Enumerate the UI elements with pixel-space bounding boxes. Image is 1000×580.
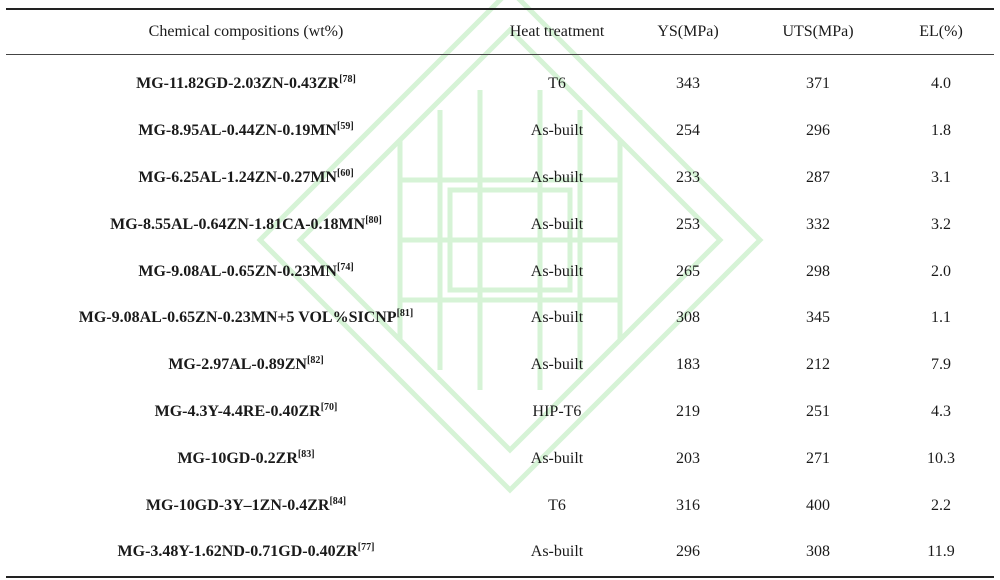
composition-cell: MG-2.97AL-0.89ZN[82] <box>168 355 324 374</box>
heat-treatment-cell: As-built <box>530 122 584 140</box>
heat-treatment-cell: T6 <box>548 75 566 93</box>
el-cell: 1.8 <box>931 122 951 140</box>
header-uts: UTS(MPa) <box>748 9 888 55</box>
heat-treatment-cell: As-built <box>530 168 584 186</box>
heat-treatment-cell: As-built <box>530 449 584 467</box>
composition-cell: MG-4.3Y-4.4RE-0.40ZR[70] <box>154 401 338 420</box>
el-cell: 7.9 <box>931 356 951 374</box>
header-row <box>6 9 994 55</box>
composition-cell: MG-9.08AL-0.65ZN-0.23MN+5 VOL%SICNP[81] <box>78 308 414 327</box>
reference-marker: [78] <box>339 74 356 86</box>
alloy-properties-table <box>6 8 994 578</box>
table-row <box>6 295 994 342</box>
table-row <box>6 389 994 436</box>
el-cell: 3.2 <box>931 215 951 233</box>
table-row <box>6 435 994 482</box>
heat-treatment-cell: As-built <box>530 356 584 374</box>
composition-cell: MG-8.95AL-0.44ZN-0.19MN[59] <box>138 121 354 140</box>
reference-marker: [59] <box>336 121 354 133</box>
table-row <box>6 108 994 155</box>
table-row <box>6 342 994 389</box>
reference-marker: [70] <box>320 401 338 413</box>
uts-cell: 308 <box>806 543 830 561</box>
ys-cell: 343 <box>676 75 700 93</box>
el-cell: 1.1 <box>931 309 951 327</box>
table-row <box>6 155 994 202</box>
heat-treatment-cell: As-built <box>530 215 584 233</box>
ys-cell: 254 <box>676 122 700 140</box>
el-cell: 3.1 <box>931 168 951 186</box>
el-cell: 2.0 <box>931 262 951 280</box>
reference-marker: [84] <box>329 495 347 507</box>
reference-marker: [60] <box>336 167 354 179</box>
uts-cell: 345 <box>806 309 830 327</box>
el-cell: 4.0 <box>931 75 951 93</box>
table-row <box>6 55 994 108</box>
ys-cell: 203 <box>676 449 700 467</box>
uts-cell: 271 <box>806 449 830 467</box>
reference-marker: [80] <box>365 214 382 226</box>
header-el: EL(%) <box>888 9 994 55</box>
composition-cell: MG-11.82GD-2.03ZN-0.43ZR[78] <box>136 74 356 93</box>
reference-marker: [81] <box>396 308 414 320</box>
header-composition: Chemical compositions (wt%) <box>6 9 486 55</box>
heat-treatment-cell: HIP-T6 <box>532 402 582 420</box>
reference-marker: [83] <box>297 448 315 460</box>
table-row <box>6 529 994 577</box>
composition-cell: MG-3.48Y-1.62ND-0.71GD-0.40ZR[77] <box>117 542 375 561</box>
el-cell: 2.2 <box>931 496 951 514</box>
ys-cell: 219 <box>676 402 700 420</box>
reference-marker: [74] <box>336 261 354 273</box>
uts-cell: 371 <box>806 75 830 93</box>
table-row <box>6 201 994 248</box>
ys-cell: 265 <box>676 262 700 280</box>
uts-cell: 296 <box>806 122 830 140</box>
ys-cell: 316 <box>676 496 700 514</box>
ys-cell: 233 <box>676 168 700 186</box>
uts-cell: 212 <box>806 356 830 374</box>
header-heat-treatment: Heat treatment <box>486 9 628 55</box>
table-row <box>6 248 994 295</box>
uts-cell: 287 <box>806 168 830 186</box>
composition-cell: MG-10GD-3Y–1ZN-0.4ZR[84] <box>145 495 347 514</box>
uts-cell: 251 <box>806 402 830 420</box>
el-cell: 4.3 <box>931 402 951 420</box>
composition-cell: MG-10GD-0.2ZR[83] <box>177 448 315 467</box>
composition-cell: MG-9.08AL-0.65ZN-0.23MN[74] <box>138 261 354 280</box>
ys-cell: 308 <box>676 309 700 327</box>
uts-cell: 332 <box>806 215 830 233</box>
heat-treatment-cell: As-built <box>530 543 584 561</box>
heat-treatment-cell: T6 <box>548 496 566 514</box>
table-row <box>6 482 994 529</box>
uts-cell: 298 <box>806 262 830 280</box>
reference-marker: [82] <box>306 355 324 367</box>
composition-cell: MG-6.25AL-1.24ZN-0.27MN[60] <box>138 167 354 186</box>
header-ys: YS(MPa) <box>628 9 748 55</box>
el-cell: 11.9 <box>927 543 955 561</box>
ys-cell: 296 <box>676 543 700 561</box>
ys-cell: 183 <box>676 356 700 374</box>
reference-marker: [77] <box>357 542 375 554</box>
composition-cell: MG-8.55AL-0.64ZN-1.81CA-0.18MN[80] <box>110 214 382 233</box>
el-cell: 10.3 <box>927 449 955 467</box>
uts-cell: 400 <box>806 496 830 514</box>
ys-cell: 253 <box>676 215 700 233</box>
heat-treatment-cell: As-built <box>530 262 584 280</box>
heat-treatment-cell: As-built <box>530 309 584 327</box>
